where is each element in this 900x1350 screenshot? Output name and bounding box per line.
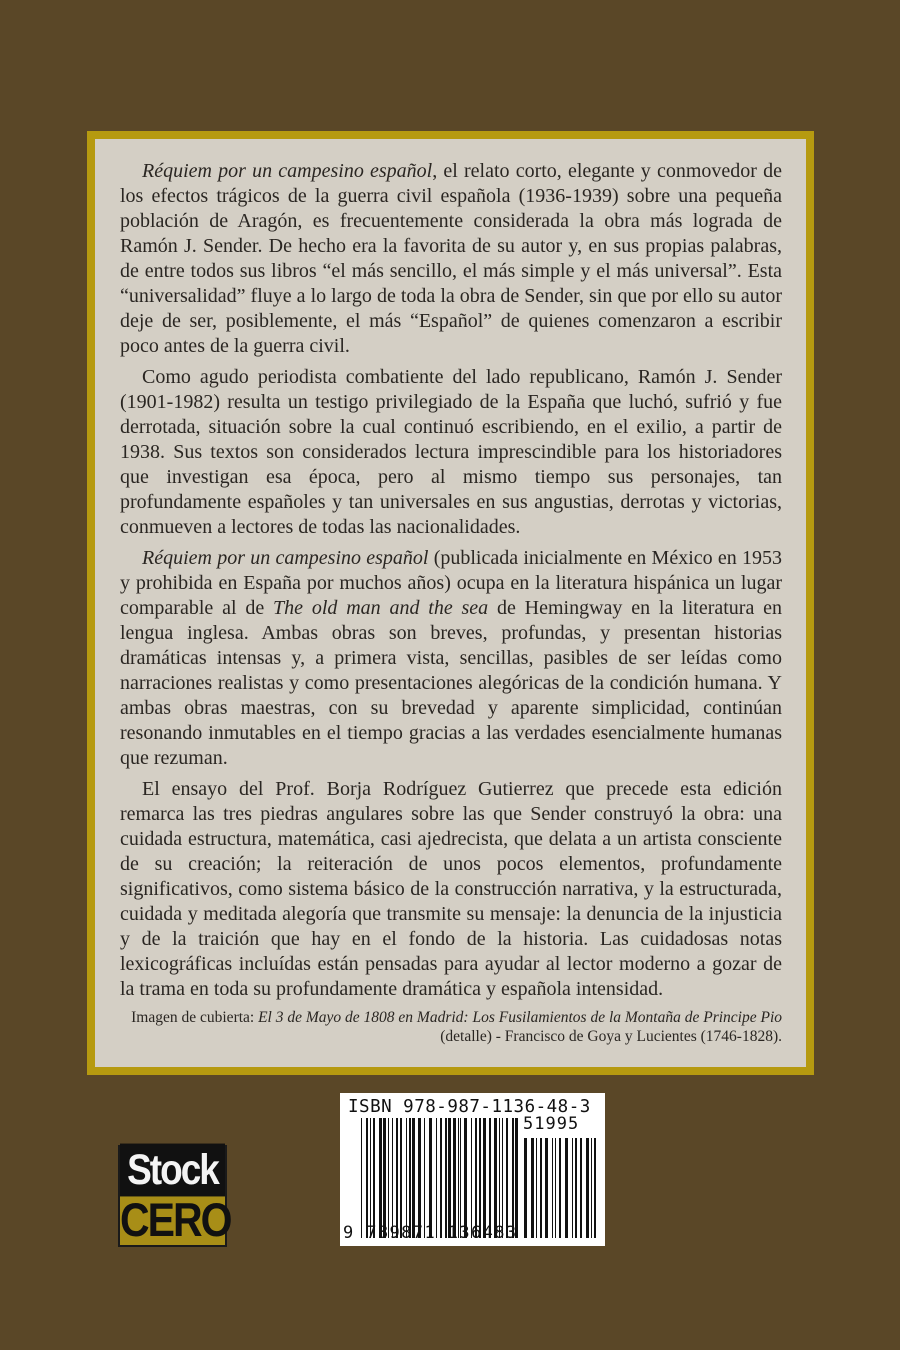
barcode-bar bbox=[373, 1118, 375, 1238]
barcode-bar bbox=[483, 1118, 486, 1238]
logo-line-cero: CERO bbox=[120, 1193, 231, 1247]
paragraph-1-text: , el relato corto, elegante y conmovedor de los efectos trágicos de la guerra civil española (1936-1939) sobre una pequeña población de Aragón, es frecuentemente considerada la obra más lograda de Ramón J. Sender. De hecho era la favorita de su autor y, en sus propias palabras, de entre todos sus libros “el más sencillo, el más simple y el más universal”. Esta “universalidad” fluye a lo largo de toda la obra de Sender, sin que por ello su autor deje de ser, posiblemente, el más “Español” de quienes comenzaron a escribir poco antes de la guerra civil. bbox=[120, 160, 782, 357]
credit-suffix: (detalle) - Francisco de Goya y Lucientes (1746-1828). bbox=[440, 1028, 782, 1045]
paragraph-3-text-b: de Hemingway en la literatura en lengua inglesa. Ambas obras son breves, profundas, y presentan historias dramáticas intensas y, a primera vista, sencillas, pasibles de ser leídas como narraciones realistas y como presentaciones alegóricas de la condición humana. Y ambas obras maestras, con su brevedad y aparente simplicidad, continúan resonando inmutables en el tiempo gracias a las verdades esencialmente humanas que rezuman. bbox=[120, 597, 783, 769]
barcode-bar bbox=[464, 1118, 467, 1238]
barcode-bar bbox=[499, 1118, 500, 1238]
ean-digits: 9 789871 136483 bbox=[343, 1223, 518, 1243]
barcode-bar bbox=[502, 1118, 503, 1238]
barcode-bar bbox=[436, 1118, 437, 1238]
barcode-bar bbox=[586, 1138, 589, 1238]
price-code: 51995 bbox=[523, 1114, 580, 1134]
barcode-bar bbox=[555, 1138, 556, 1238]
barcode-bar bbox=[445, 1118, 447, 1238]
barcode-bar bbox=[370, 1118, 371, 1238]
barcode-bar bbox=[453, 1118, 456, 1238]
stockcero-logo bbox=[118, 1145, 231, 1247]
blurb-panel bbox=[95, 139, 806, 1067]
book-title: Réquiem por un campesino español bbox=[142, 160, 433, 182]
barcode-bar bbox=[512, 1118, 514, 1238]
barcode-bar bbox=[366, 1118, 368, 1238]
barcode-bar bbox=[559, 1138, 561, 1238]
barcode-bar bbox=[572, 1138, 573, 1238]
barcode-bar bbox=[471, 1118, 472, 1238]
barcode-bar bbox=[440, 1118, 442, 1238]
barcode-bar bbox=[361, 1118, 362, 1238]
paragraph-3 bbox=[120, 546, 782, 771]
barcode-bar bbox=[540, 1138, 542, 1238]
barcode-bar bbox=[565, 1138, 568, 1238]
barcode-bar bbox=[479, 1118, 481, 1238]
barcode-bar bbox=[552, 1138, 553, 1238]
barcode-bar bbox=[448, 1118, 451, 1238]
barcode-bar bbox=[396, 1118, 398, 1238]
barcode-bar bbox=[506, 1118, 508, 1238]
barcode-bar bbox=[379, 1118, 382, 1238]
logo-line-stock: Stock bbox=[120, 1144, 225, 1197]
barcode-bar bbox=[429, 1118, 432, 1238]
cover-image-credit bbox=[120, 1008, 782, 1046]
paragraph-2: Como agudo periodista combatiente del lado republicano, Ramón J. Sender (1901-1982) resulta un testigo privilegiado de la España que luchó, sufrió y fue derrotada, situación sobre la cual continuó escribiendo, en el exilio, a partir de 1938. Sus textos son considerados lectura imprescindible para los historiadores que investigan esa época, pero al mismo tiempo sus personajes, tan profundamente españoles y tan universales en sus angustias, derrotas y victorias, conmueven a lectores de todas las nacionalidades. bbox=[120, 366, 782, 538]
barcode-bar bbox=[475, 1118, 477, 1238]
barcode-bar bbox=[531, 1138, 534, 1238]
barcode-bar bbox=[594, 1138, 596, 1238]
barcode-bar bbox=[515, 1118, 518, 1238]
barcode-bar bbox=[545, 1138, 548, 1238]
barcode-bar bbox=[575, 1138, 577, 1238]
barcode-bar bbox=[409, 1118, 411, 1238]
barcode-bar bbox=[494, 1118, 497, 1238]
barcode-bar bbox=[460, 1118, 461, 1238]
barcode-bar bbox=[580, 1138, 582, 1238]
paragraph-4: El ensayo del Prof. Borja Rodríguez Gutierrez que precede esta edición remarca las tres piedras angulares sobre las que Sender construyó la obra: una cuidada estructura, matemática, casi ajedrecista, que delata a un artista consciente de su creación; la reiteración de unos pocos elementos, profundamente significativos, como sistema básico de la construcción narrativa, y la estructurada, cuidada y meditada alegoría que transmite su mensaje: la denuncia de la injusticia y de la traición que hay en el fondo de la historia. Las cuidadosas notas lexicográficas incluídas están pensadas para ayudar al lector moderno a gozar de la trama en toda su profundamente dramática y española intensidad. bbox=[120, 778, 782, 1000]
barcode-bar bbox=[424, 1118, 425, 1238]
barcode-bar bbox=[489, 1118, 491, 1238]
paragraph-3-text-a: (publicada inicialmente en México en 1953 y prohibida en España por muchos años) ocupa en la literatura hispánica un lugar comparable al de bbox=[120, 547, 782, 619]
barcode-bar bbox=[383, 1118, 386, 1238]
barcode-bar bbox=[458, 1118, 459, 1238]
blurb-frame bbox=[87, 131, 814, 1075]
isbn-label: ISBN 978-987-1136-48-3 bbox=[348, 1097, 591, 1117]
barcode-bar bbox=[412, 1118, 415, 1238]
barcode-bar bbox=[524, 1138, 527, 1238]
barcode-bar bbox=[418, 1118, 421, 1238]
barcode-bar bbox=[591, 1138, 592, 1238]
credit-prefix: Imagen de cubierta: bbox=[131, 1009, 259, 1026]
barcode-bar bbox=[400, 1118, 402, 1238]
barcode-bar bbox=[388, 1118, 389, 1238]
book-title: Réquiem por un campesino español bbox=[142, 547, 429, 569]
credit-artwork: El 3 de Mayo de 1808 en Madrid: Los Fusilamientos de la Montaña de Principe Pio bbox=[258, 1009, 782, 1026]
hemingway-title: The old man and the sea bbox=[273, 597, 489, 619]
barcode-bar bbox=[392, 1118, 393, 1238]
barcode-bar bbox=[536, 1138, 537, 1238]
paragraph-1 bbox=[120, 159, 782, 359]
barcode-bar bbox=[406, 1118, 407, 1238]
